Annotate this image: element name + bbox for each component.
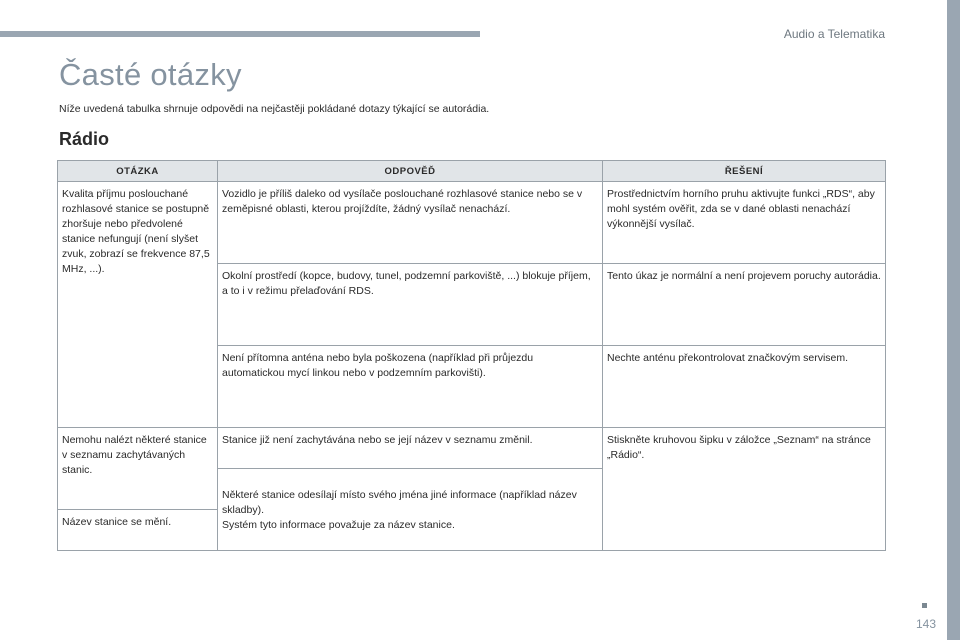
solution-cell: Prostřednictvím horního pruhu aktivujte funkci „RDS“, aby mohl systém ověřit, zda se v dané oblasti nenachází výkonnější vysílač. (603, 182, 886, 264)
table-header-row (58, 161, 886, 182)
question-cell: Nemohu nalézt některé stanice v seznamu zachytávaných stanic. (58, 428, 218, 510)
faq-table (57, 160, 886, 551)
page-number: 143 (915, 617, 936, 631)
footer-marker (922, 603, 927, 608)
right-edge-bar (947, 0, 960, 640)
section-name: Audio a Telematika (783, 27, 885, 41)
table-row (58, 428, 886, 469)
answer-cell: Některé stanice odesílají místo svého jména jiné informace (například název skladby). Systém tyto informace považuje za název stanice. (218, 469, 603, 551)
answer-cell: Není přítomna anténa nebo byla poškozena (například při průjezdu automatickou mycí linkou nebo v podzemním parkovišti). (218, 346, 603, 428)
answer-cell: Stanice již není zachytávána nebo se její název v seznamu změnil. (218, 428, 603, 469)
section-title: Rádio (59, 129, 110, 149)
top-accent-bar (0, 31, 480, 37)
intro-text: Níže uvedená tabulka shrnuje odpovědi na nejčastěji pokládané dotazy týkající se autorádia. (59, 103, 490, 115)
table-row (58, 182, 886, 264)
answer-cell: Okolní prostředí (kopce, budovy, tunel, podzemní parkoviště, ...) blokuje příjem, a to i v režimu přelaďování RDS. (218, 264, 603, 346)
header-answer: ODPOVĚĎ (218, 161, 603, 182)
solution-cell: Stiskněte kruhovou šipku v záložce „Seznam“ na stránce „Rádio“. (603, 428, 886, 551)
header-question: OTÁZKA (58, 161, 218, 182)
page-title: Časté otázky (59, 57, 242, 92)
question-cell: Název stanice se mění. (58, 510, 218, 551)
header-solution: ŘEŠENÍ (603, 161, 886, 182)
solution-cell: Nechte anténu překontrolovat značkovým servisem. (603, 346, 886, 428)
answer-cell: Vozidlo je příliš daleko od vysílače poslouchané rozhlasové stanice nebo se v zeměpisné oblasti, kterou projíždíte, žádný vysílač nenachází. (218, 182, 603, 264)
solution-cell: Tento úkaz je normální a není projevem poruchy autorádia. (603, 264, 886, 346)
question-cell: Kvalita příjmu poslouchané rozhlasové stanice se postupně zhoršuje nebo předvolené stanice nefungují (není slyšet zvuk, zobrazí se frekvence 87,5 MHz, ...). (58, 182, 218, 428)
